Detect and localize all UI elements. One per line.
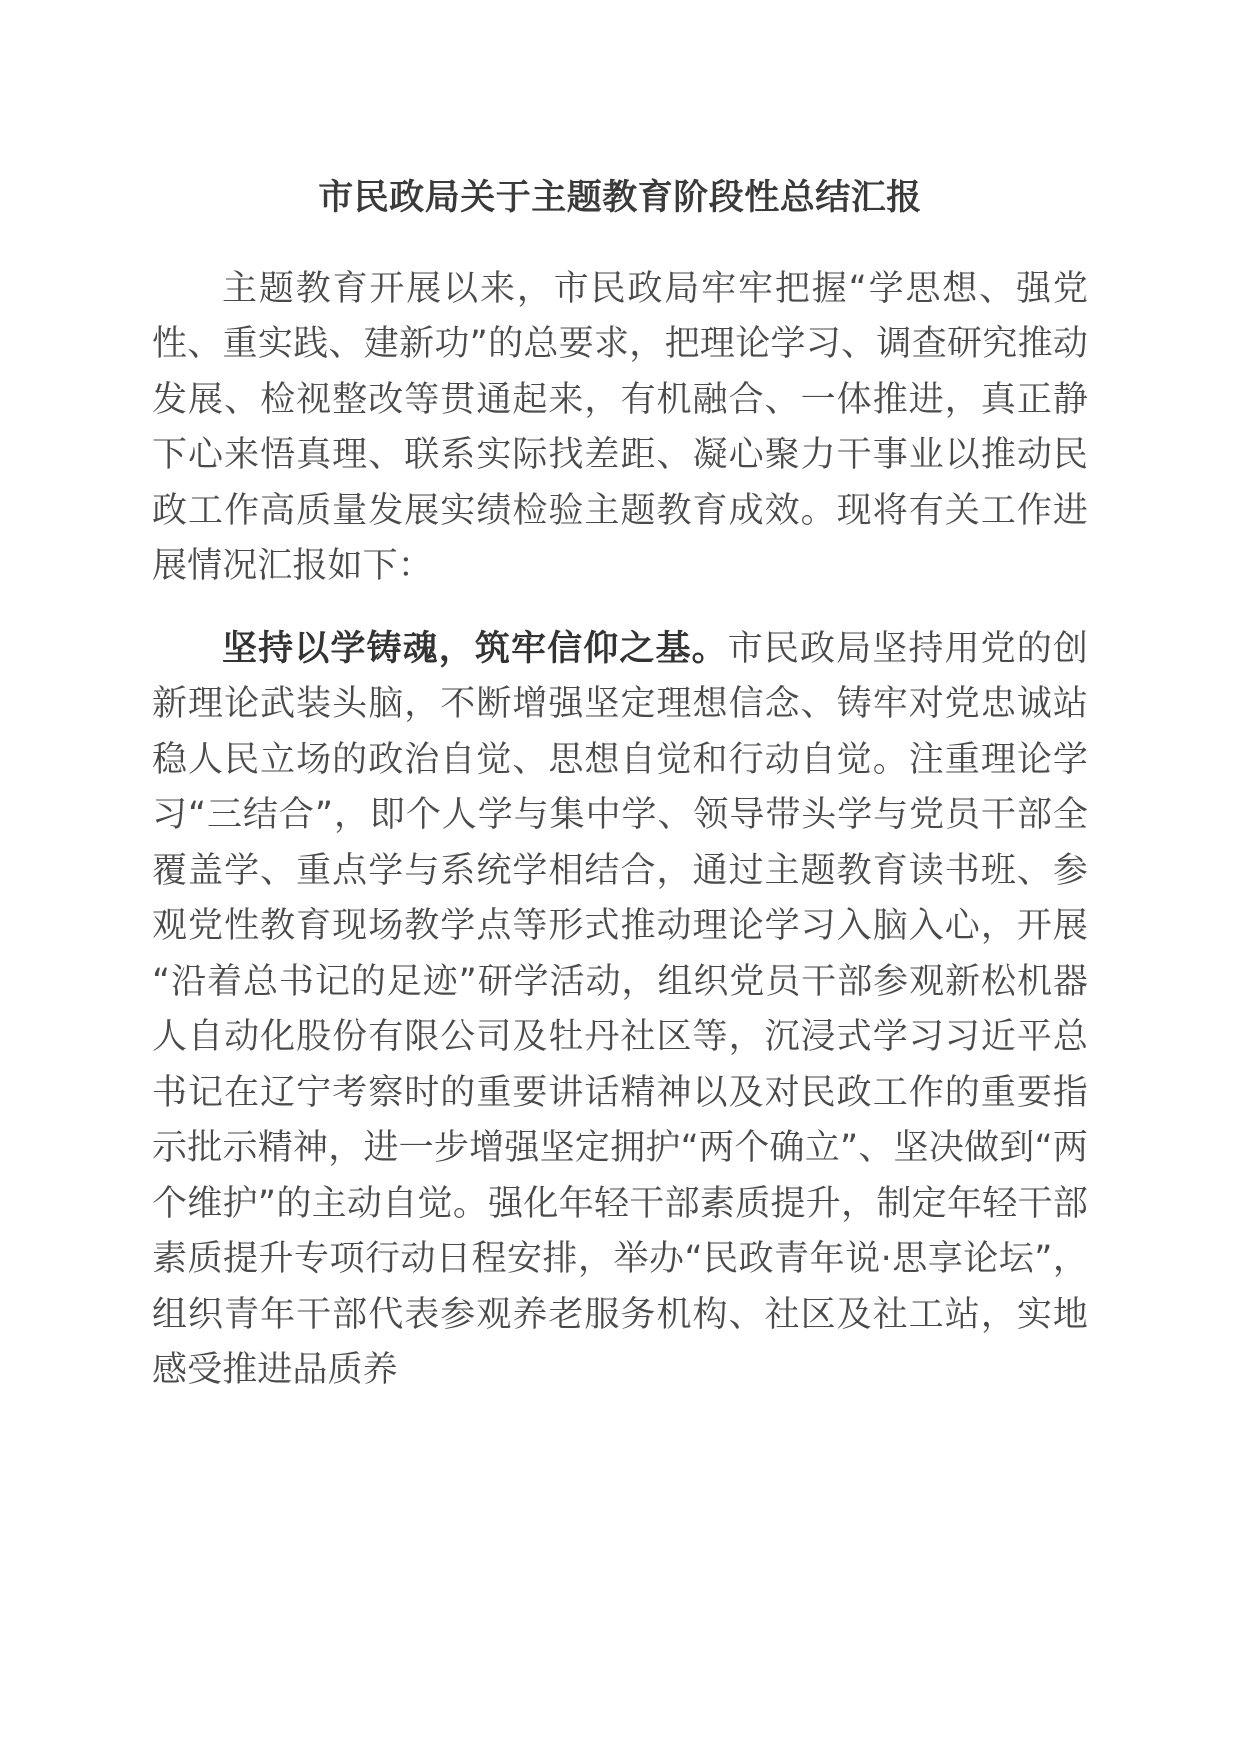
- section-one-lead: 坚持以学铸魂，筑牢信仰之基。: [222, 628, 728, 669]
- section-one-paragraph: [152, 622, 1088, 1399]
- section-one-body: 市民政局坚持用党的创新理论武装头脑，不断增强坚定理想信念、铸牢对党忠诚站稳人民立场的政治自觉、思想自觉和行动自觉。注重理论学习“三结合”，即个人学与集中学、领导带头学与党员干部全覆盖学、重点学与系统学相结合，通过主题教育读书班、参观党性教育现场教学点等形式推动理论学习入脑入心，开展“沿着总书记的足迹”研学活动，组织党员干部参观新松机器人自动化股份有限公司及牡丹社区等，沉浸式学习习近平总书记在辽宁考察时的重要讲话精神以及对民政工作的重要指示批示精神，进一步增强坚定拥护“两个确立”、坚决做到“两个维护”的主动自觉。强化年轻干部素质提升，制定年轻干部素质提升专项行动日程安排，举办“民政青年说·思享论坛”，组织青年干部代表参观养老服务机构、社区及社工站，实地感受推进品质养: [152, 628, 1088, 1390]
- document-title: 市民政局关于主题教育阶段性总结汇报: [318, 178, 922, 218]
- intro-paragraph: 主题教育开展以来，市民政局牢牢把握“学思想、强党性、重实践、建新功”的总要求，把理论学习、调查研究推动发展、检视整改等贯通起来，有机融合、一体推进，真正静下心来悟真理、联系实际找差距、凝心聚力干事业以推动民政工作高质量发展实绩检验主题教育成效。现将有关工作进展情况汇报如下：: [152, 268, 1088, 586]
- page-content-area: [152, 0, 1088, 1754]
